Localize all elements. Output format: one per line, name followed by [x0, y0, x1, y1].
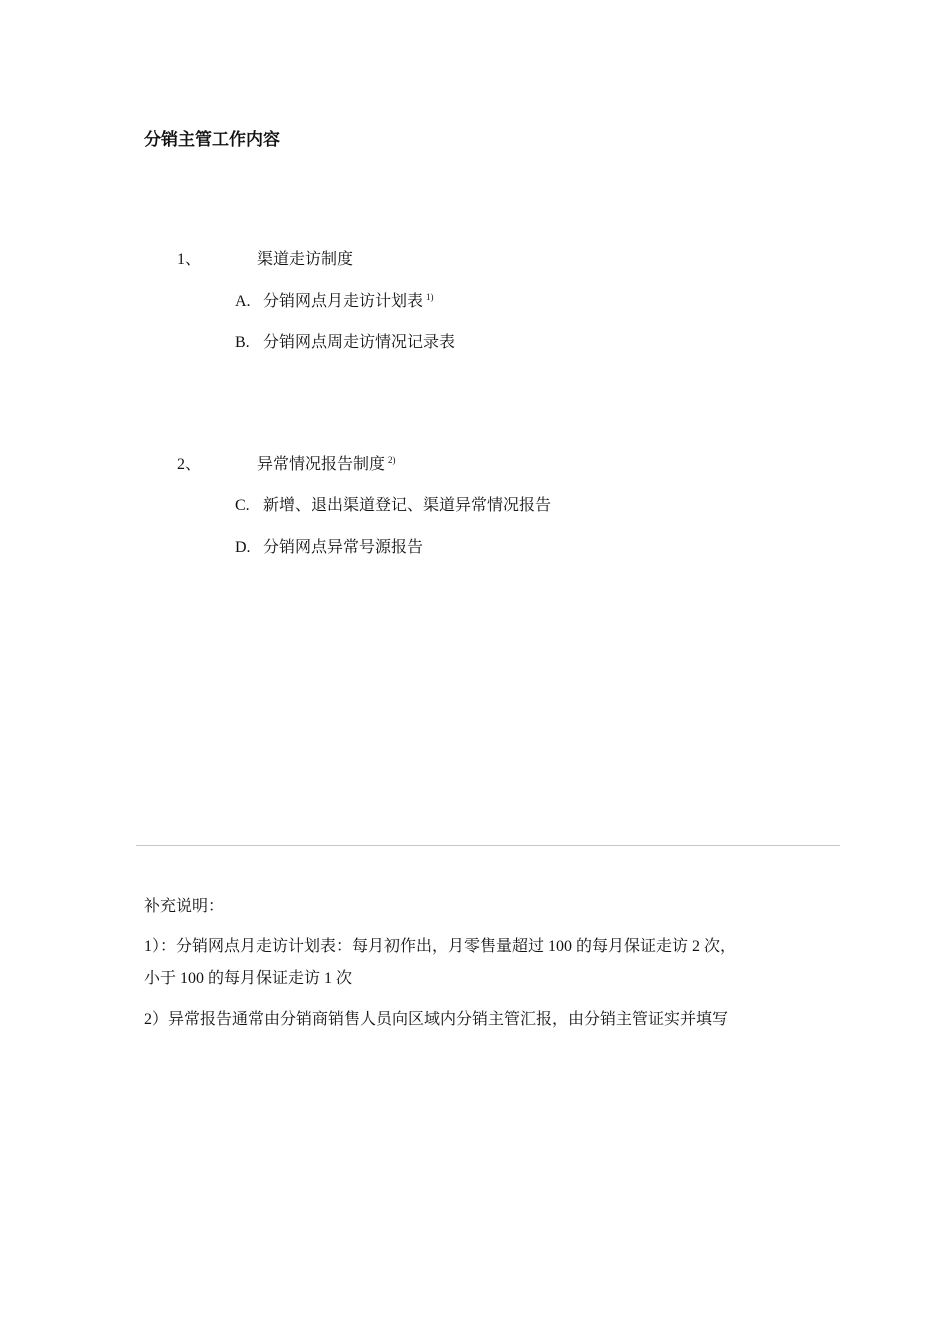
list-item	[235, 329, 455, 352]
item-letter: A.	[235, 293, 251, 310]
item-letter: C.	[235, 497, 250, 514]
section-title-text: 异常情况报告制度	[257, 456, 386, 473]
list-item	[235, 492, 551, 515]
item-text: 分销网点异常号源报告	[263, 539, 424, 556]
section-number: 2、	[177, 456, 202, 473]
item-letter: B.	[235, 334, 250, 351]
section-title	[257, 246, 353, 269]
footnote-ref: 1)	[426, 292, 434, 302]
section-title	[257, 451, 396, 474]
notes-heading: 补充说明：	[144, 898, 225, 915]
document-title: 分销主管工作内容	[144, 130, 280, 150]
section-number: 1、	[177, 251, 202, 268]
note-2: 2）异常报告通常由分销商销售人员向区域内分销主管汇报，由分销主管证实并填写	[144, 1011, 729, 1028]
footnote-ref: 2)	[388, 455, 396, 465]
list-item	[235, 534, 423, 557]
list-item	[235, 288, 434, 311]
note-1-line-1: 1）：分销网点月走访计划表：每月初作出，月零售量超过 100 的每月保证走访 2 次，	[144, 938, 737, 955]
item-text: 新增、退出渠道登记、渠道异常情况报告	[263, 497, 552, 514]
item-text: 分销网点月走访计划表	[263, 293, 424, 310]
item-text: 分销网点周走访情况记录表	[263, 334, 456, 351]
note-1-line-2: 小于 100 的每月保证走访 1 次	[144, 970, 353, 987]
section-title-text: 渠道走访制度	[257, 251, 354, 268]
item-letter: D.	[235, 539, 251, 556]
footnote-divider	[136, 845, 840, 846]
